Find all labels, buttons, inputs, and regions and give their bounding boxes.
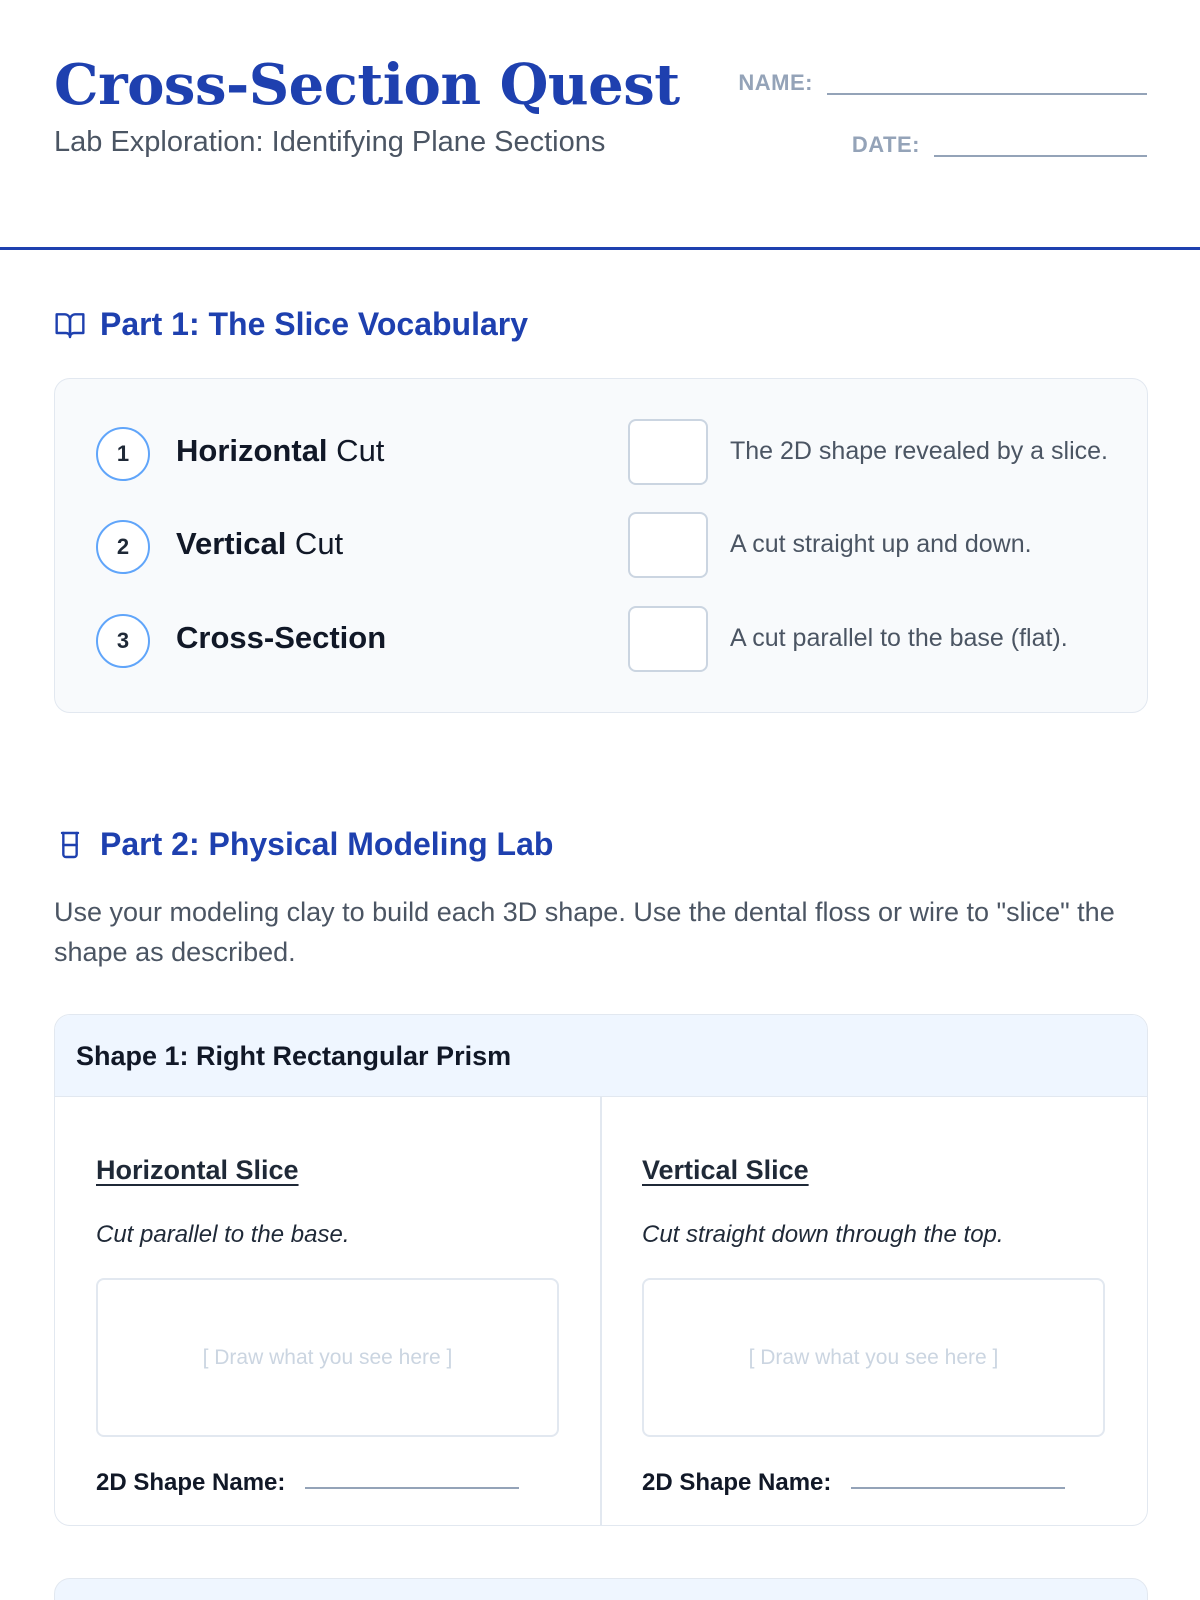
vocab-definition: A cut straight up and down. bbox=[730, 530, 1032, 558]
term-bold: Cross-Section bbox=[176, 620, 387, 655]
name-row bbox=[738, 70, 1147, 96]
page-title: Cross-Section Quest bbox=[54, 52, 680, 118]
vertical-slice-panel bbox=[601, 1097, 1146, 1526]
vocab-row bbox=[55, 512, 1147, 582]
drawing-area[interactable] bbox=[642, 1278, 1105, 1437]
horizontal-slice-panel bbox=[55, 1097, 600, 1526]
term-number: 2 bbox=[96, 520, 150, 574]
vocab-term bbox=[176, 433, 384, 469]
answer-box[interactable] bbox=[628, 512, 708, 578]
page-subtitle: Lab Exploration: Identifying Plane Sections bbox=[54, 126, 606, 158]
drawing-placeholder: [ Draw what you see here ] bbox=[202, 1345, 453, 1369]
name-label: NAME: bbox=[738, 70, 813, 95]
drawing-area[interactable] bbox=[96, 1278, 559, 1437]
slice-description: Cut straight down through the top. bbox=[642, 1221, 1004, 1248]
term-rest: Cut bbox=[286, 526, 344, 561]
vocab-row bbox=[55, 606, 1147, 676]
shape-name-label: 2D Shape Name: bbox=[96, 1469, 286, 1496]
part1-title: Part 1: The Slice Vocabulary bbox=[100, 306, 529, 342]
name-field[interactable] bbox=[827, 71, 1147, 95]
term-number: 3 bbox=[96, 614, 150, 668]
drawing-placeholder: [ Draw what you see here ] bbox=[748, 1345, 999, 1369]
beaker-icon bbox=[54, 829, 86, 861]
vocab-definition: The 2D shape revealed by a slice. bbox=[730, 437, 1108, 465]
vocab-definition: A cut parallel to the base (flat). bbox=[730, 624, 1068, 652]
worksheet-header bbox=[0, 0, 1200, 250]
term-rest: Cut bbox=[327, 433, 385, 468]
open-book-icon bbox=[54, 309, 86, 341]
slice-title: Vertical Slice bbox=[642, 1155, 809, 1185]
slice-title: Horizontal Slice bbox=[96, 1155, 299, 1185]
vocab-term bbox=[176, 620, 386, 656]
part1-heading bbox=[54, 306, 528, 343]
term-number: 1 bbox=[96, 427, 150, 481]
date-field[interactable] bbox=[934, 133, 1147, 157]
part2-title: Part 2: Physical Modeling Lab bbox=[100, 826, 554, 862]
shape-card bbox=[54, 1014, 1148, 1526]
shape-name-field[interactable] bbox=[305, 1487, 519, 1489]
vocabulary-card bbox=[54, 378, 1148, 713]
vocab-row bbox=[55, 419, 1147, 489]
slice-description: Cut parallel to the base. bbox=[96, 1221, 350, 1248]
shape-card-header bbox=[55, 1015, 1147, 1097]
term-bold: Horizontal bbox=[176, 433, 328, 468]
term-bold: Vertical bbox=[176, 526, 287, 561]
next-shape-card bbox=[54, 1578, 1148, 1600]
answer-box[interactable] bbox=[628, 419, 708, 485]
shape-title: Shape 1: Right Rectangular Prism bbox=[76, 1041, 512, 1071]
date-label: DATE: bbox=[851, 132, 920, 157]
shape-name-field[interactable] bbox=[851, 1487, 1065, 1489]
date-row bbox=[852, 132, 1147, 158]
part2-instructions: Use your modeling clay to build each 3D shape. Use the dental floss or wire to "slice" the shape as described. bbox=[54, 897, 1115, 967]
answer-box[interactable] bbox=[628, 606, 708, 672]
part2-heading bbox=[54, 826, 553, 863]
vocab-term bbox=[176, 526, 343, 562]
shape-name-label: 2D Shape Name: bbox=[642, 1469, 832, 1496]
